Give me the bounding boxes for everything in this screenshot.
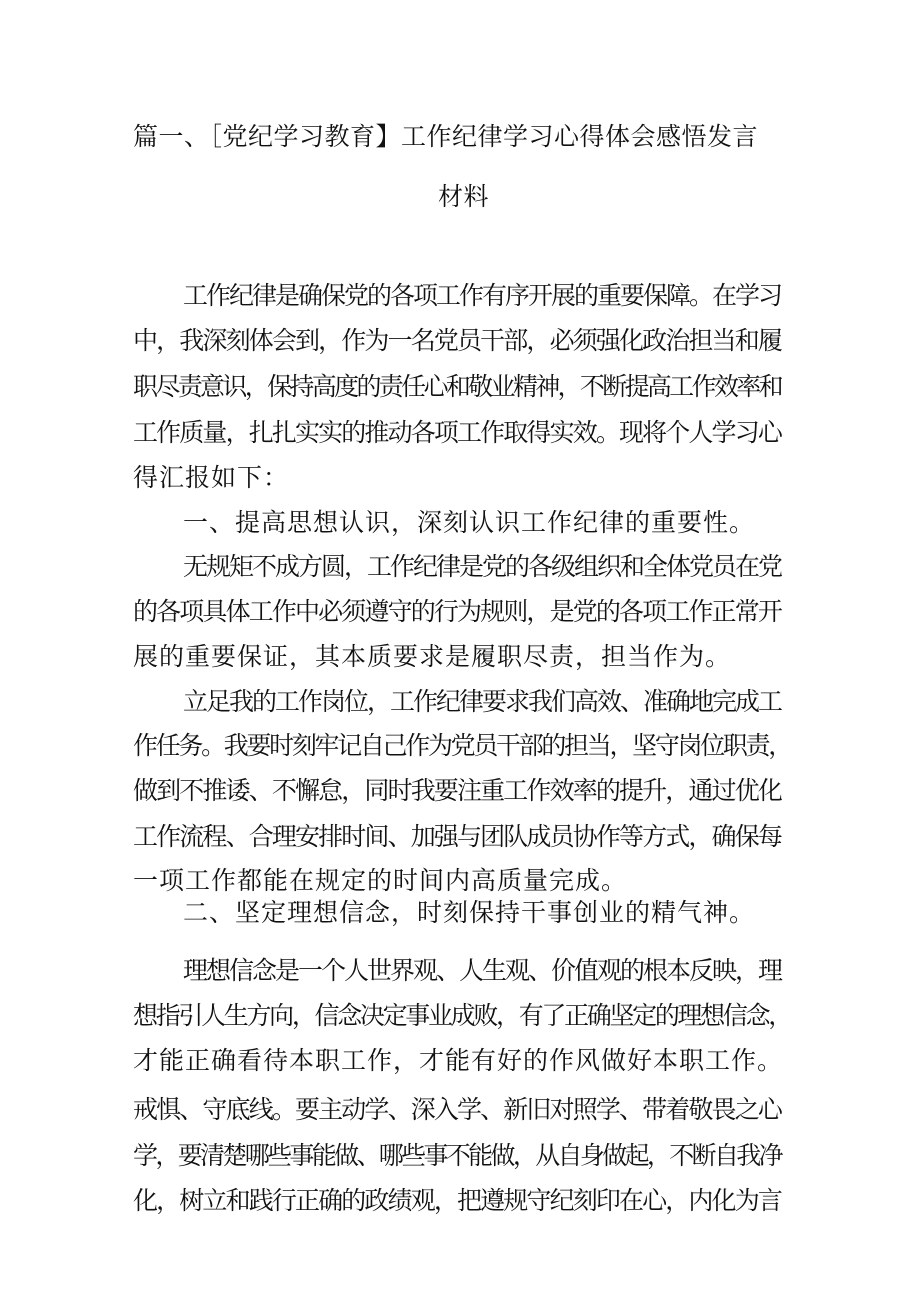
- body-text: 中，我深刻体会到，作为一名党员干部，必须强化政治担当和履: [133, 326, 781, 355]
- body-text: 无规矩不成方圆，工作纪律是党的各级组织和全体党员在党: [183, 552, 781, 581]
- body-text: 化，树立和践行正确的政绩观，把遵规守纪刻印在心，内化为言: [133, 1186, 781, 1215]
- body-text: 工作纪律是确保党的各项工作有序开展的重要保障。在学习: [183, 281, 781, 310]
- body-text: 作任务。我要时刻牢记自己作为党员干部的担当，坚守岗位职责，: [133, 731, 791, 760]
- body-text: 的各项具体工作中必须遵守的行为规则，是党的各项工作正常开: [133, 597, 781, 626]
- body-text: 学，要清楚哪些事能做、哪些事不能做，从自身做起，不断自我净: [133, 1141, 781, 1170]
- document-title-line-1: 篇一、［党纪学习教育】工作纪律学习心得体会感悟发言: [133, 122, 759, 151]
- body-text: 展的重要保证，其本质要求是履职尽责，担当作为。: [133, 642, 732, 671]
- body-text: 立足我的工作岗位，工作纪律要求我们高效、准确地完成工: [183, 687, 781, 716]
- body-text: 得汇报如下：: [133, 463, 290, 492]
- body-text: 职尽责意识，保持高度的责任心和敬业精神，不断提高工作效率和: [133, 372, 781, 401]
- body-text: 工作质量，扎扎实实的推动各项工作取得实效。现将个人学习心: [133, 418, 781, 447]
- body-text: 一项工作都能在规定的时间内高质量完成。: [133, 866, 628, 895]
- body-text: 理想信念是一个人世界观、人生观、价值观的根本反映，理: [183, 956, 781, 985]
- body-text: 戒惧、守底线。要主动学、深入学、新旧对照学、带着敬畏之心: [133, 1095, 781, 1124]
- document-title-line-2: 材料: [438, 182, 490, 211]
- body-text: 想指引人生方向，信念决定事业成败，有了正确坚定的理想信念，: [133, 1001, 791, 1030]
- body-text: 工作流程、合理安排时间、加强与团队成员协作等方式，确保每: [133, 822, 781, 851]
- section-heading-text: 二、坚定理想信念，时刻保持干事创业的精气神。: [183, 898, 756, 927]
- body-text: 才能正确看待本职工作，才能有好的作风做好本职工作。: [133, 1046, 784, 1075]
- section-heading-text: 一、提高思想认识，深刻认识工作纪律的重要性。: [183, 508, 756, 537]
- body-text: 做到不推诿、不懈怠，同时我要注重工作效率的提升，通过优化: [133, 776, 781, 805]
